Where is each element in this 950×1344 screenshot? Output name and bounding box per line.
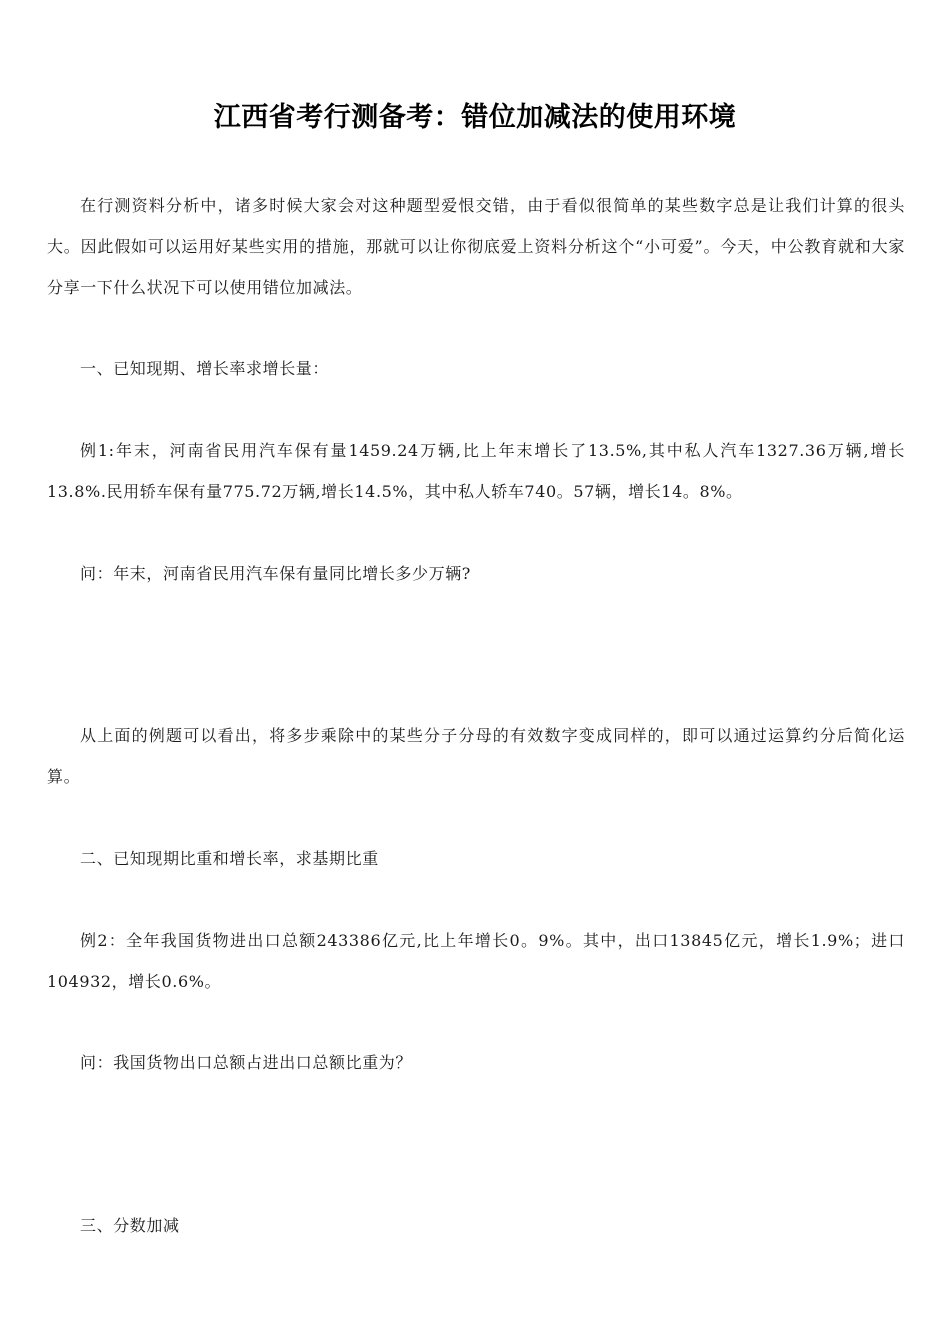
observation-paragraph: 从上面的例题可以看出，将多步乘除中的某些分子分母的有效数字变成同样的，即可以通过运算约分后简化运算。 — [47, 726, 905, 786]
question-2: 问：我国货物出口总额占进出口总额比重为？ — [80, 1053, 413, 1072]
section-3-heading: 三、分数加减 — [80, 1216, 180, 1235]
example-1-paragraph: 例1:年末，河南省民用汽车保有量1459.24万辆,比上年末增长了13.5%,其中私人汽车1327.36万辆,增长13.8%.民用轿车保有量775.72万辆,增长14.5%，其中私人轿车740。57辆，增长14。8%。 — [47, 441, 905, 501]
section-2-heading: 二、已知现期比重和增长率，求基期比重 — [80, 849, 379, 868]
example-2-paragraph: 例2：全年我国货物进出口总额243386亿元,比上年增长0。9%。其中，出口13845亿元，增长1.9%；进口104932，增长0.6%。 — [47, 931, 905, 991]
question-1: 问：年末，河南省民用汽车保有量同比增长多少万辆? — [80, 564, 471, 583]
section-1-heading: 一、已知现期、增长率求增长量： — [80, 359, 330, 378]
intro-paragraph: 在行测资料分析中，诸多时候大家会对这种题型爱恨交错，由于看似很简单的某些数字总是让我们计算的很头大。因此假如可以运用好某些实用的措施，那就可以让你彻底爱上资料分析这个“小可爱”。今天，中公教育就和大家分享一下什么状况下可以使用错位加减法。 — [47, 196, 905, 297]
document-title: 江西省考行测备考：错位加减法的使用环境 — [213, 102, 737, 133]
